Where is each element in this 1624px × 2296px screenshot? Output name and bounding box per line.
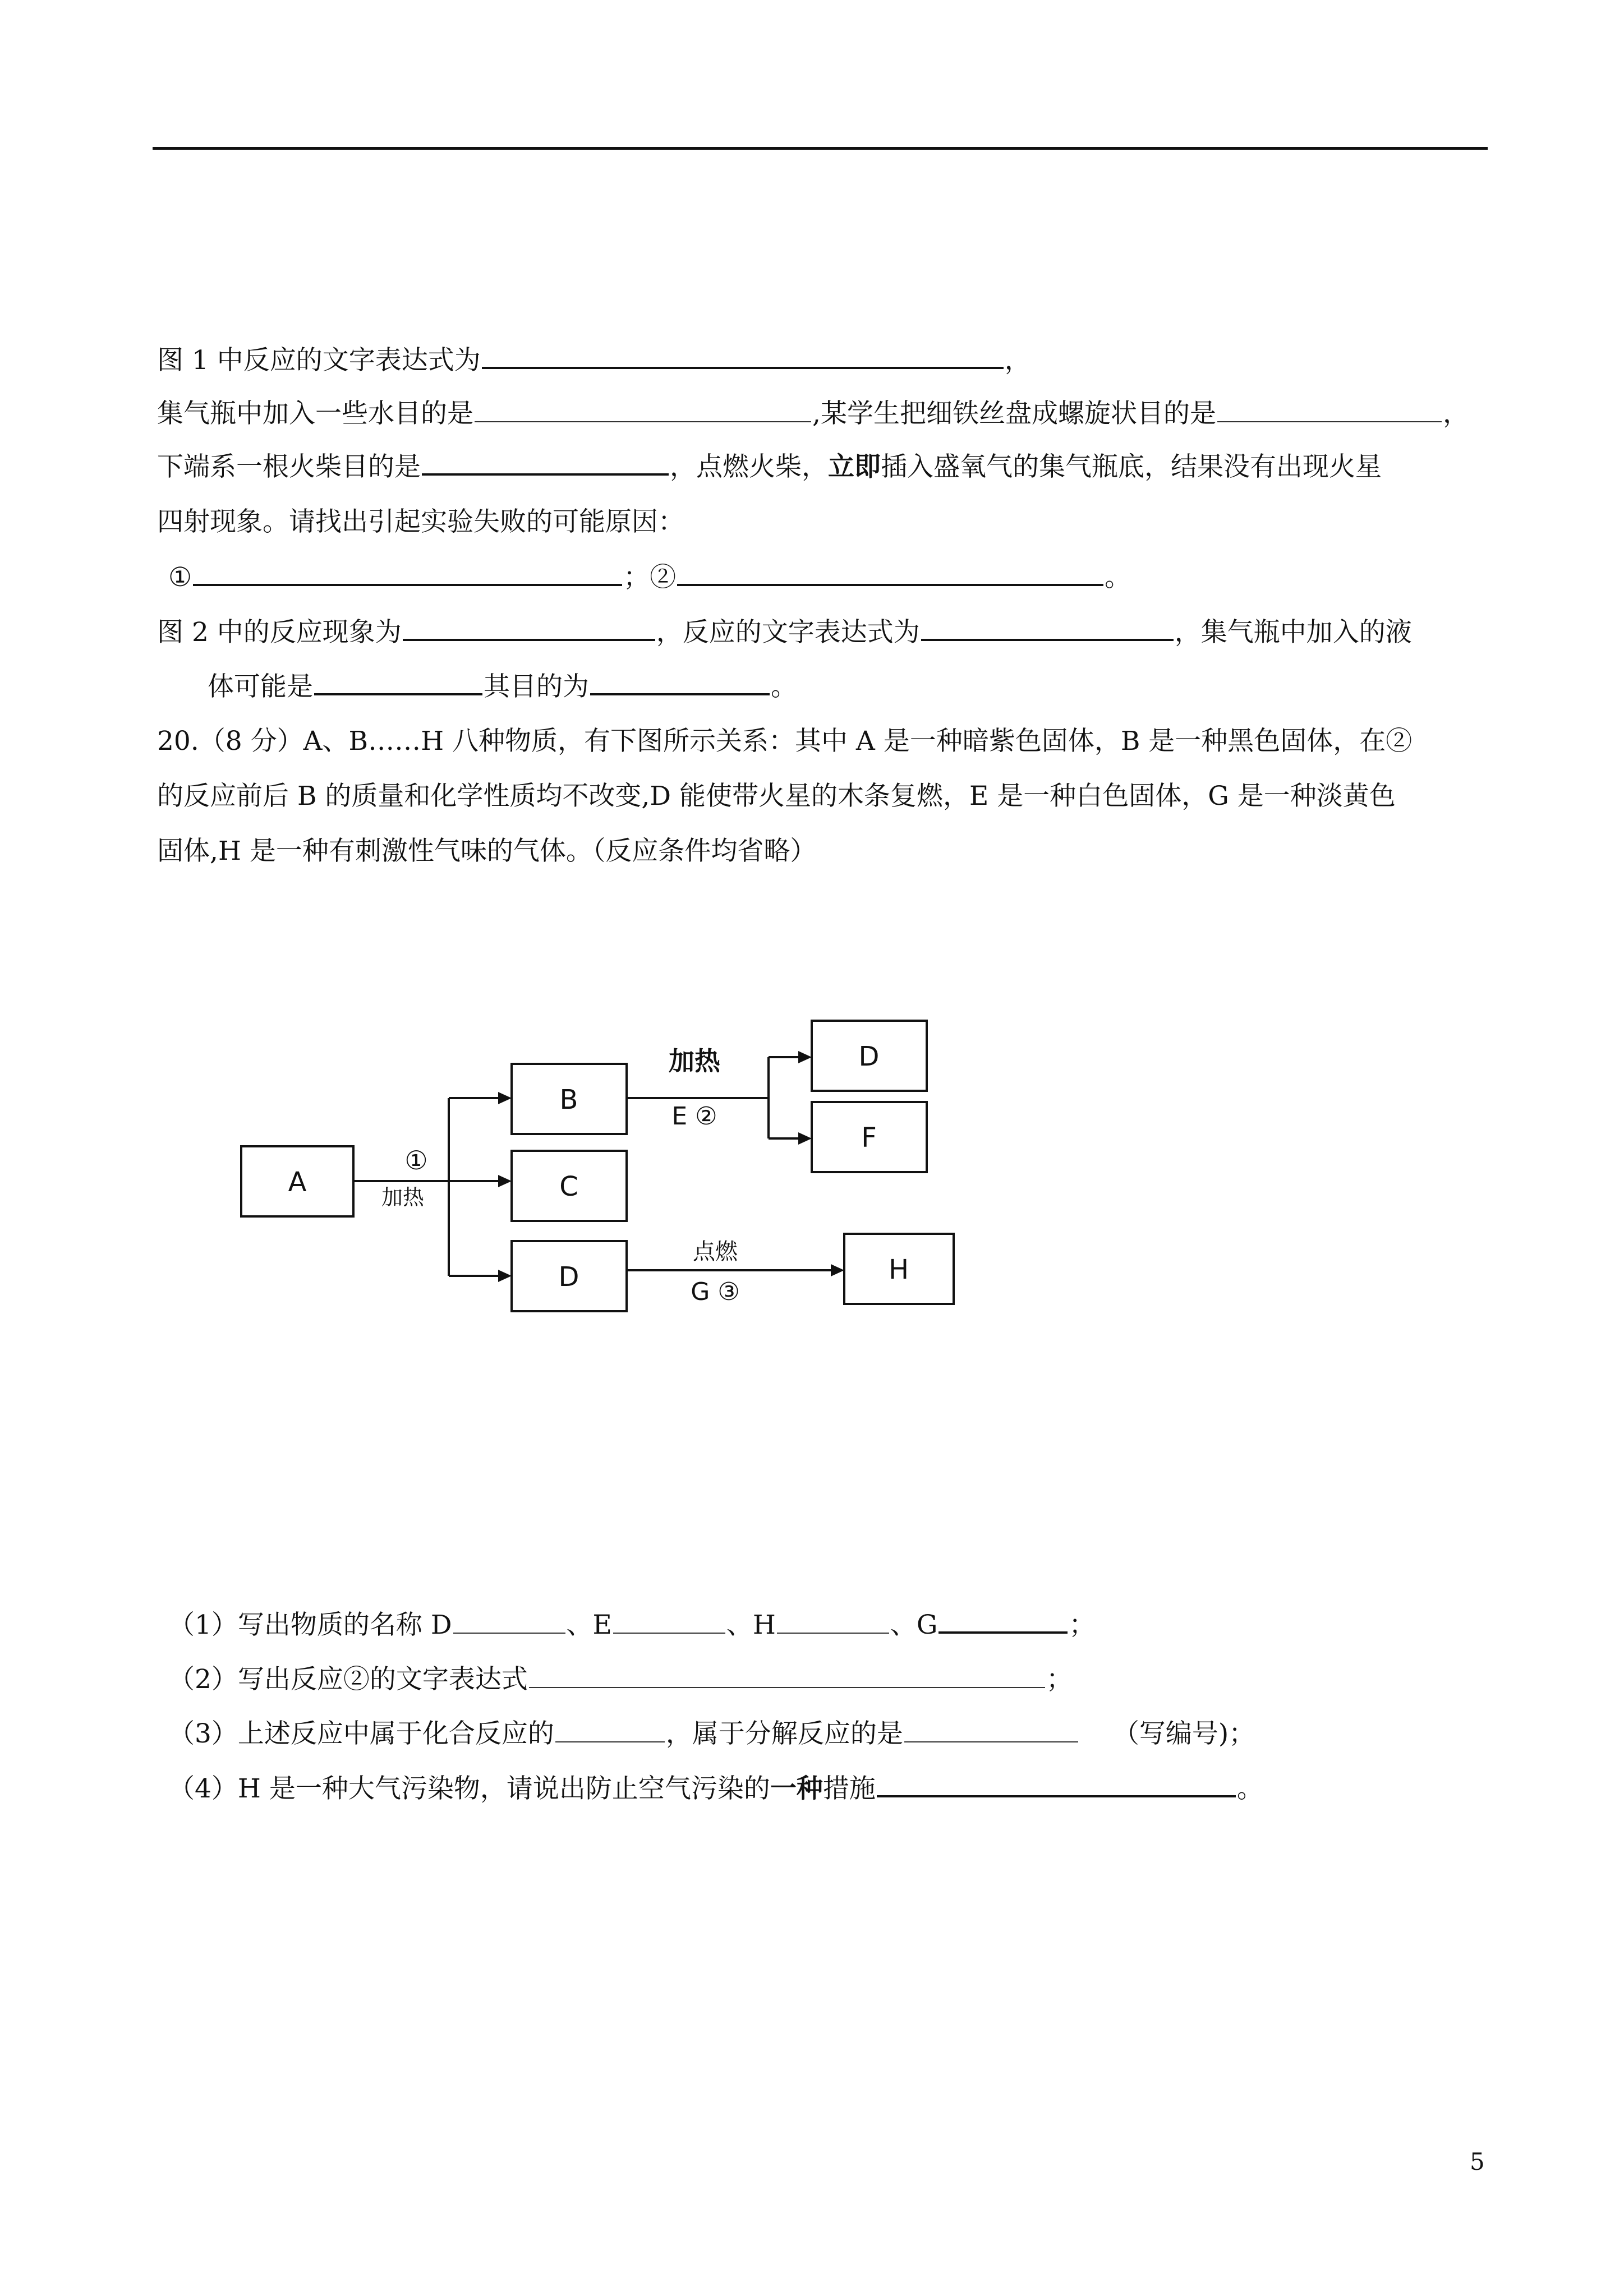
step2-condition: 加热 <box>669 1046 720 1076</box>
text: 体可能是 <box>208 671 313 702</box>
answer-blank[interactable] <box>877 1764 1236 1797</box>
text: 措施 <box>822 1773 876 1804</box>
text: 集气瓶中加入一些水目的是 <box>157 398 473 429</box>
text: ，属于分解反应的是 <box>665 1718 903 1749</box>
question-2 <box>168 1654 1073 1705</box>
text: 四射现象。请找出引起实验失败的可能原因： <box>157 506 684 537</box>
text: （4）H 是一种大气污染物，请说出防止空气污染的 <box>168 1773 770 1804</box>
text: 的反应前后 B 的质量和化学性质均不改变,D 能使带火星的木条复燃，E 是一种白色固体，G 是一种淡黄色 <box>157 781 1396 812</box>
answer-blank[interactable] <box>904 1710 1078 1742</box>
answer-blank[interactable] <box>938 1600 1068 1634</box>
arrowhead <box>831 1264 844 1276</box>
text: 插入盛氧气的集气瓶底，结果没有出现火星 <box>881 451 1382 482</box>
box-d-upper-label: D <box>858 1041 880 1072</box>
box-b-label: B <box>559 1084 578 1115</box>
text: ，反应的文字表达式为 <box>656 617 920 648</box>
text: 20.（8 分）A、B……H 八种物质，有下图所示关系：其中 A 是一种暗紫色固体，B 是一种黑色固体，在② <box>157 726 1413 757</box>
text: ，点燃火柴， <box>670 451 828 482</box>
text: 、H <box>726 1610 776 1640</box>
text: 。 <box>1236 1773 1263 1804</box>
text: ， <box>1004 345 1031 376</box>
step1-number: ① <box>404 1145 428 1175</box>
box-h-label: H <box>888 1254 909 1285</box>
text: 、G <box>890 1610 938 1640</box>
arrowhead <box>798 1132 812 1145</box>
text: 固体,H 是一种有刺激性气味的气体。（反应条件均省略） <box>157 836 817 866</box>
answer-blank[interactable] <box>529 1656 1045 1688</box>
emphasis-text: 一种 <box>770 1773 823 1804</box>
answer-blank[interactable] <box>453 1601 565 1634</box>
text: ； <box>1069 1610 1096 1640</box>
step3-condition: 点燃 <box>693 1239 738 1265</box>
question-3 <box>168 1709 1255 1759</box>
text: （2）写出反应②的文字表达式 <box>168 1664 528 1695</box>
text: 。 <box>771 671 797 702</box>
box-a-label: A <box>288 1167 307 1198</box>
text: ,某学生把细铁丝盘成螺旋状目的是 <box>812 398 1216 429</box>
text: 、E <box>566 1610 612 1640</box>
step2-reagent: E ② <box>671 1102 717 1131</box>
text: 图 1 中反应的文字表达式为 <box>157 345 481 376</box>
text: 下端系一根火柴目的是 <box>157 451 421 482</box>
box-d-lower-label: D <box>558 1261 579 1293</box>
text: ，集气瓶中加入的液 <box>1174 617 1412 648</box>
box-f-label: F <box>861 1122 877 1154</box>
emphasis-text: 立即 <box>828 451 881 482</box>
text: （3）上述反应中属于化合反应的 <box>168 1718 554 1749</box>
text: ① <box>168 562 192 593</box>
answer-blank[interactable] <box>555 1710 665 1742</box>
arrowhead <box>498 1270 512 1282</box>
question-1 <box>168 1600 1095 1650</box>
answer-blank[interactable] <box>777 1601 889 1634</box>
arrowhead <box>498 1092 512 1104</box>
arrowhead <box>498 1175 512 1187</box>
text: 。 <box>1105 562 1131 593</box>
text: ， <box>1442 398 1469 429</box>
text: ；② <box>623 562 677 593</box>
arrowhead <box>798 1051 812 1063</box>
page-number: 5 <box>1470 2148 1485 2175</box>
text: 其目的为 <box>484 671 589 702</box>
answer-blank[interactable] <box>613 1601 725 1634</box>
text: （写编号)； <box>1112 1718 1255 1749</box>
text: （1）写出物质的名称 D <box>168 1610 452 1640</box>
step1-condition: 加热 <box>381 1185 425 1210</box>
box-c-label: C <box>559 1171 578 1202</box>
text: ； <box>1046 1664 1073 1695</box>
text: 图 2 中的反应现象为 <box>157 617 402 648</box>
question-4 <box>168 1764 1263 1814</box>
step3-reagent: G ③ <box>691 1278 740 1306</box>
